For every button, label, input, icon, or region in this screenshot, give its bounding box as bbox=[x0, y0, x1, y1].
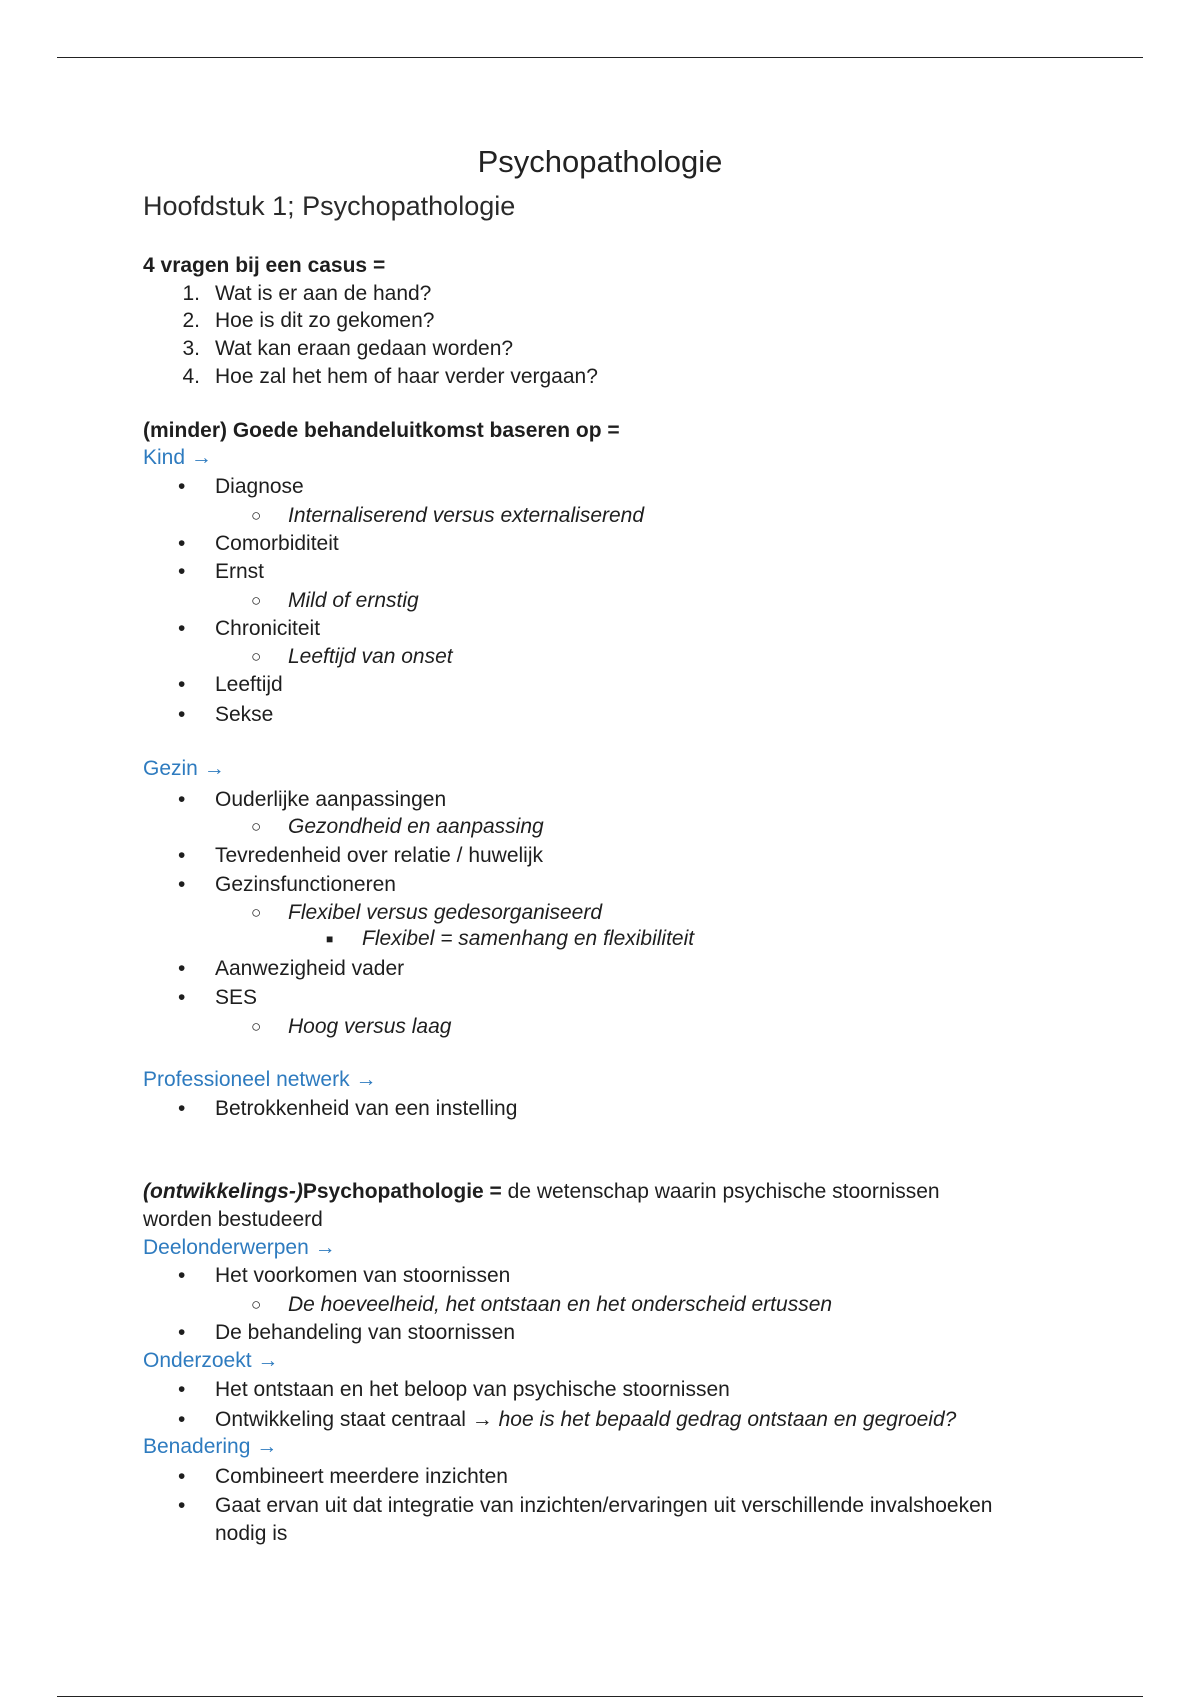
list-number: 3. bbox=[182, 337, 200, 360]
list-item: Tevredenheid over relatie / huwelijk bbox=[215, 844, 544, 867]
bullet-icon: • bbox=[178, 703, 186, 726]
bullet-icon: • bbox=[178, 1264, 186, 1287]
list-item-question: hoe is het bepaald gedrag ontstaan en gegroeid? bbox=[498, 1408, 957, 1431]
definition-text: de wetenschap waarin psychische stoornissen bbox=[501, 1180, 940, 1203]
list-item-text: Ontwikkeling staat centraal → bbox=[215, 1408, 499, 1431]
list-item: Gezondheid en aanpassing bbox=[288, 815, 544, 838]
subheading-professioneel-netwerk: Professioneel netwerk → bbox=[143, 1068, 377, 1091]
definition-term-prefix: (ontwikkelings-) bbox=[143, 1180, 303, 1203]
circle-bullet-icon: ○ bbox=[251, 1017, 262, 1036]
list-item-continued: nodig is bbox=[215, 1522, 288, 1545]
list-item: Ernst bbox=[215, 560, 265, 583]
list-number: 1. bbox=[182, 282, 200, 305]
bullet-icon: • bbox=[178, 1321, 186, 1344]
subheading-gezin: Gezin → bbox=[143, 757, 225, 780]
definition-term: Psychopathologie = bbox=[302, 1180, 502, 1203]
circle-bullet-icon: ○ bbox=[251, 591, 262, 610]
subheading-deelonderwerpen: Deelonderwerpen → bbox=[143, 1236, 336, 1259]
list-number: 2. bbox=[182, 309, 200, 332]
document-title: Psychopathologie bbox=[477, 144, 723, 179]
list-item: De behandeling van stoornissen bbox=[215, 1321, 516, 1344]
definition-text-continued: worden bestudeerd bbox=[143, 1208, 323, 1231]
list-item: Betrokkenheid van een instelling bbox=[215, 1097, 518, 1120]
list-item: Leeftijd bbox=[215, 673, 283, 696]
circle-bullet-icon: ○ bbox=[251, 903, 262, 922]
list-item: Gezinsfunctioneren bbox=[215, 873, 396, 896]
bullet-icon: • bbox=[178, 673, 186, 696]
list-item: Wat kan eraan gedaan worden? bbox=[215, 337, 514, 360]
bullet-icon: • bbox=[178, 1097, 186, 1120]
bullet-icon: • bbox=[178, 617, 186, 640]
list-item: Mild of ernstig bbox=[288, 589, 419, 612]
bullet-icon: • bbox=[178, 788, 186, 811]
list-item bbox=[215, 1406, 956, 1434]
list-item: Ouderlijke aanpassingen bbox=[215, 788, 447, 811]
list-number: 4. bbox=[182, 365, 200, 388]
subheading-kind: Kind → bbox=[143, 446, 212, 469]
bullet-icon: • bbox=[178, 532, 186, 555]
section-heading-4-vragen: 4 vragen bij een casus = bbox=[143, 254, 386, 277]
list-item: Comorbiditeit bbox=[215, 532, 339, 555]
list-item: Hoe is dit zo gekomen? bbox=[215, 309, 435, 332]
circle-bullet-icon: ○ bbox=[251, 506, 262, 525]
bullet-icon: • bbox=[178, 957, 186, 980]
footer-rule bbox=[57, 1696, 1143, 1697]
circle-bullet-icon: ○ bbox=[251, 1295, 262, 1314]
list-item: De hoeveelheid, het ontstaan en het onderscheid ertussen bbox=[288, 1293, 833, 1316]
list-item: Flexibel versus gedesorganiseerd bbox=[288, 901, 603, 924]
list-item: Sekse bbox=[215, 703, 274, 726]
list-item: Combineert meerdere inzichten bbox=[215, 1465, 508, 1488]
bullet-icon: • bbox=[178, 1408, 186, 1431]
subheading-benadering: Benadering → bbox=[143, 1435, 278, 1458]
list-item: Internaliserend versus externaliserend bbox=[288, 504, 645, 527]
definition-paragraph bbox=[143, 1178, 940, 1206]
header-rule bbox=[57, 57, 1143, 58]
list-item: Het voorkomen van stoornissen bbox=[215, 1264, 511, 1287]
bullet-icon: • bbox=[178, 1494, 186, 1517]
bullet-icon: • bbox=[178, 1465, 186, 1488]
bullet-icon: • bbox=[178, 873, 186, 896]
list-item: Wat is er aan de hand? bbox=[215, 282, 432, 305]
bullet-icon: • bbox=[178, 475, 186, 498]
list-item: Flexibel = samenhang en flexibiliteit bbox=[362, 927, 695, 950]
circle-bullet-icon: ○ bbox=[251, 817, 262, 836]
bullet-icon: • bbox=[178, 986, 186, 1009]
list-item: Gaat ervan uit dat integratie van inzichten/ervaringen uit verschillende invalshoeken bbox=[215, 1494, 993, 1517]
subheading-onderzoekt: Onderzoekt → bbox=[143, 1349, 279, 1372]
list-item: Diagnose bbox=[215, 475, 304, 498]
bullet-icon: • bbox=[178, 560, 186, 583]
circle-bullet-icon: ○ bbox=[251, 647, 262, 666]
list-item: Het ontstaan en het beloop van psychische stoornissen bbox=[215, 1378, 730, 1401]
list-item: Leeftijd van onset bbox=[288, 645, 453, 668]
square-bullet-icon: ■ bbox=[326, 932, 334, 946]
section-heading-behandeluitkomst: (minder) Goede behandeluitkomst baseren op = bbox=[143, 419, 620, 442]
list-item: Hoe zal het hem of haar verder vergaan? bbox=[215, 365, 598, 388]
chapter-heading: Hoofdstuk 1; Psychopathologie bbox=[143, 191, 516, 221]
list-item: Aanwezigheid vader bbox=[215, 957, 405, 980]
bullet-icon: • bbox=[178, 844, 186, 867]
list-item: SES bbox=[215, 986, 258, 1009]
list-item: Chroniciteit bbox=[215, 617, 321, 640]
bullet-icon: • bbox=[178, 1378, 186, 1401]
list-item: Hoog versus laag bbox=[288, 1015, 452, 1038]
